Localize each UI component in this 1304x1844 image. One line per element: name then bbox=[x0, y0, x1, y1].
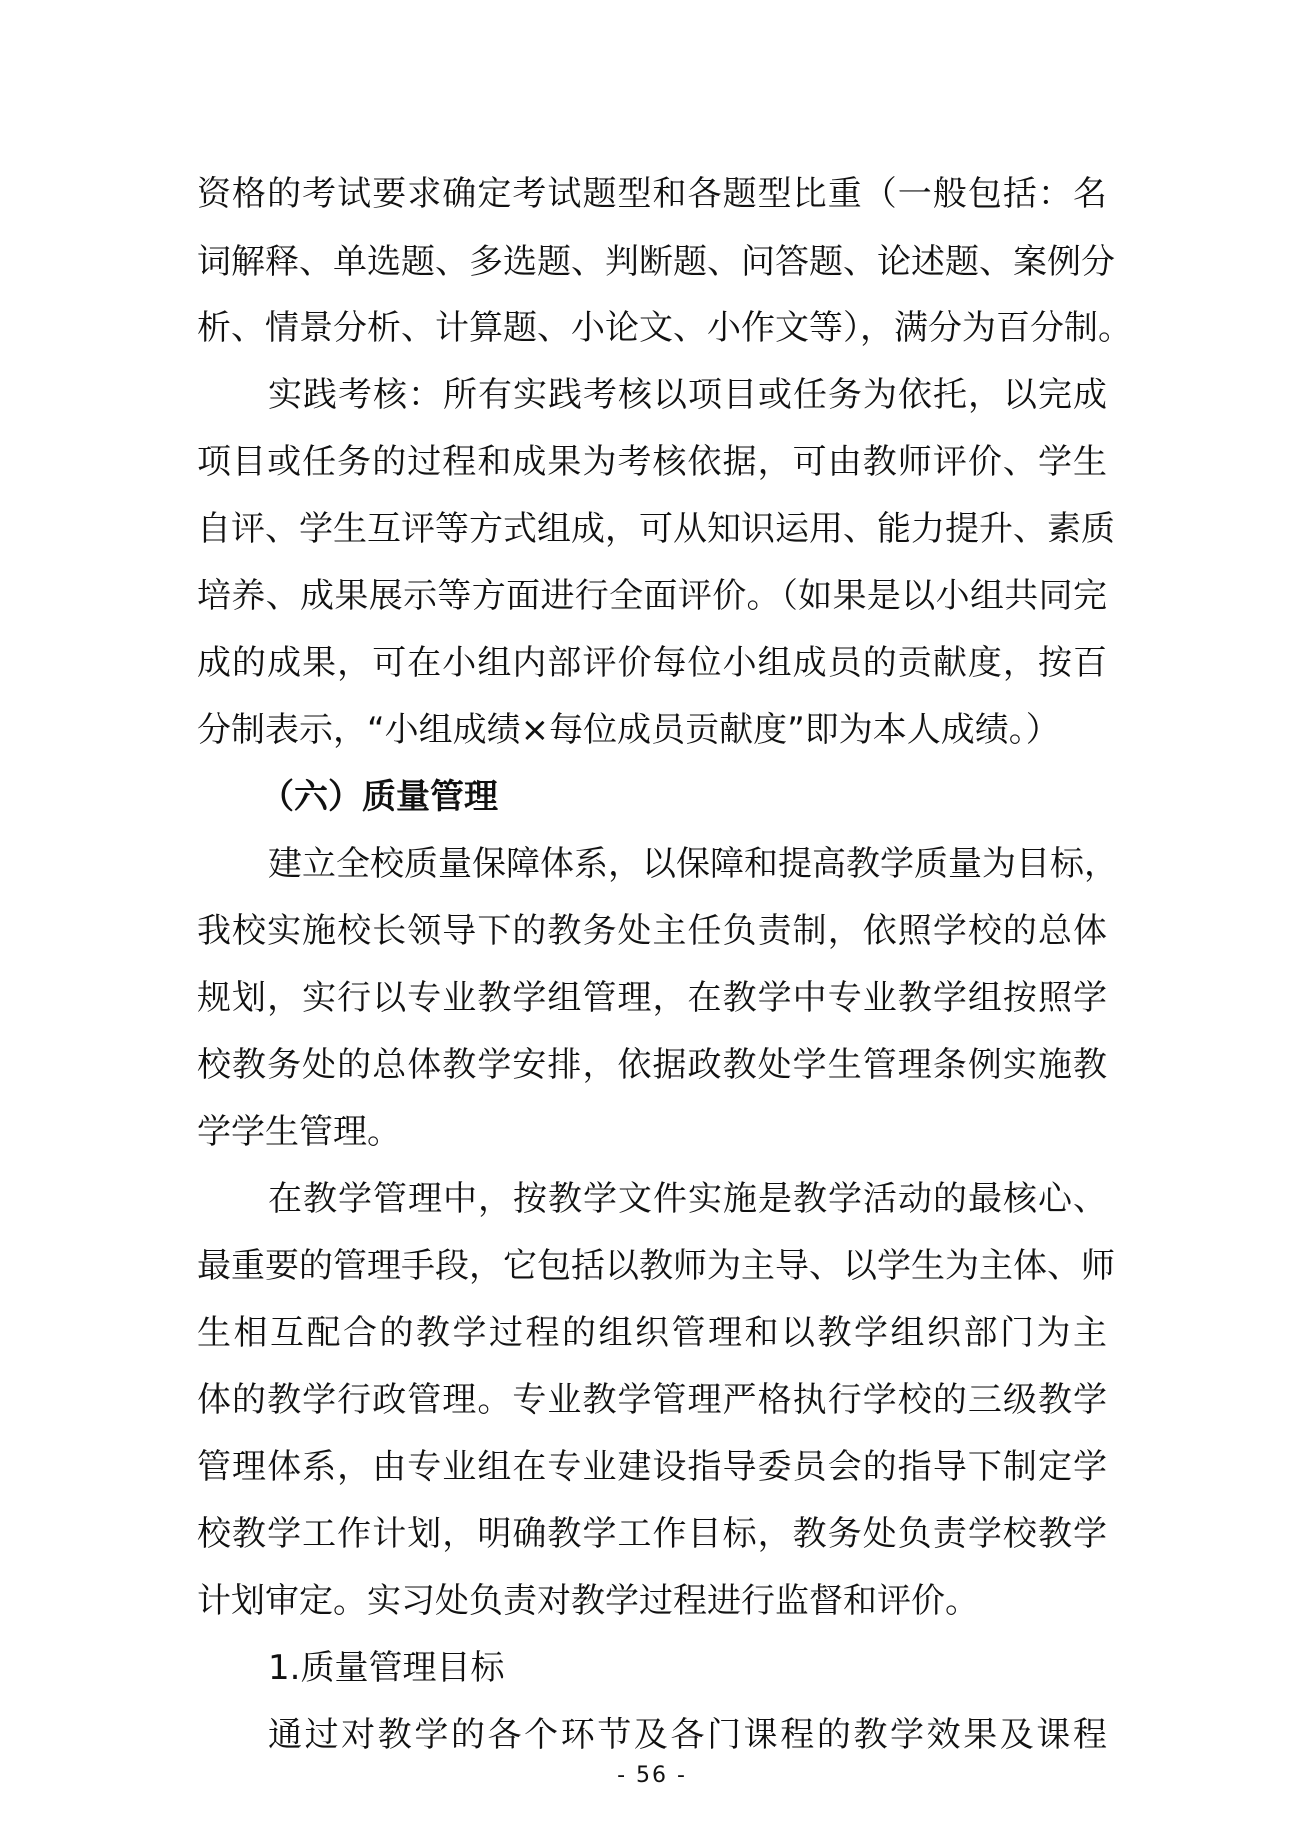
paragraph-line: 建立全校质量保障体系，以保障和提高教学质量为目标， bbox=[268, 844, 1118, 884]
paragraph-line: 分制表示，“小组成绩×每位成员贡献度”即为本人成绩。） bbox=[197, 710, 1060, 750]
paragraph-line: 成的成果，可在小组内部评价每位小组成员的贡献度，按百 bbox=[197, 643, 1107, 683]
paragraph-line: 学学生管理。 bbox=[197, 1112, 401, 1152]
page-number: - 56 - bbox=[617, 1763, 687, 1788]
paragraph-line: 校教务处的总体教学安排，依据政教处学生管理条例实施教 bbox=[197, 1045, 1107, 1085]
paragraph-line: 通过对教学的各个环节及各门课程的教学效果及课程 bbox=[268, 1715, 1107, 1755]
paragraph-line: 在教学管理中，按教学文件实施是教学活动的最核心、 bbox=[268, 1179, 1107, 1219]
subsection-heading: 1.质量管理目标 bbox=[268, 1648, 505, 1688]
paragraph-line: 管理体系，由专业组在专业建设指导委员会的指导下制定学 bbox=[197, 1447, 1107, 1487]
paragraph-line: 项目或任务的过程和成果为考核依据，可由教师评价、学生 bbox=[197, 442, 1107, 482]
paragraph-line: 规划，实行以专业教学组管理，在教学中专业教学组按照学 bbox=[197, 978, 1107, 1018]
paragraph-line: 我校实施校长领导下的教务处主任负责制，依照学校的总体 bbox=[197, 911, 1107, 951]
section-heading: （六）质量管理 bbox=[260, 777, 498, 817]
paragraph-line: 词解释、单选题、多选题、判断题、问答题、论述题、案例分 bbox=[197, 242, 1115, 282]
paragraph-line: 自评、学生互评等方式组成，可从知识运用、能力提升、素质 bbox=[197, 509, 1115, 549]
paragraph-line: 析、情景分析、计算题、小论文、小作文等），满分为百分制。 bbox=[197, 308, 1132, 348]
paragraph-line: 体的教学行政管理。专业教学管理严格执行学校的三级教学 bbox=[197, 1380, 1107, 1420]
paragraph-line: 培养、成果展示等方面进行全面评价。（如果是以小组共同完 bbox=[197, 576, 1107, 616]
paragraph-line: 校教学工作计划，明确教学工作目标，教务处负责学校教学 bbox=[197, 1514, 1107, 1554]
paragraph-line: 最重要的管理手段，它包括以教师为主导、以学生为主体、师 bbox=[197, 1246, 1115, 1286]
paragraph-line: 生相互配合的教学过程的组织管理和以教学组织部门为主 bbox=[197, 1313, 1107, 1353]
paragraph-line: 计划审定。实习处负责对教学过程进行监督和评价。 bbox=[197, 1581, 979, 1621]
paragraph-line: 资格的考试要求确定考试题型和各题型比重（一般包括：名 bbox=[197, 174, 1107, 214]
paragraph-line: 实践考核：所有实践考核以项目或任务为依托，以完成 bbox=[268, 375, 1107, 415]
